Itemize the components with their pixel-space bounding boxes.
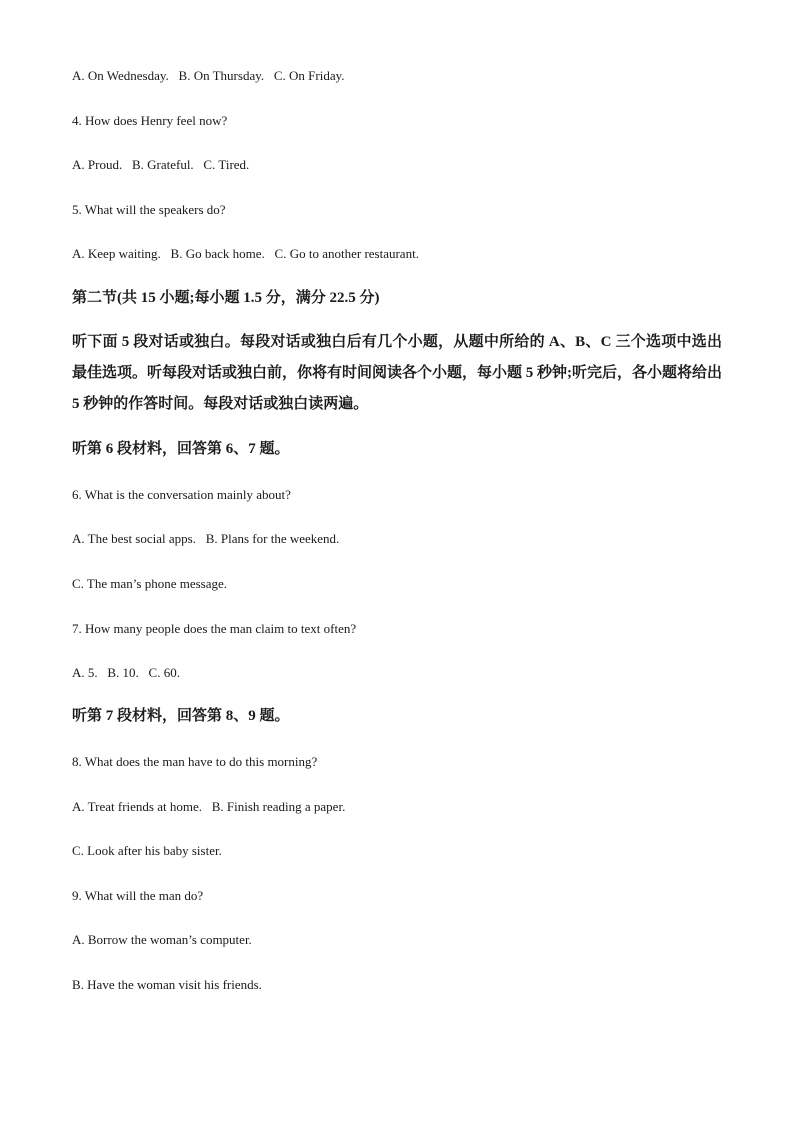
section-heading: 第二节(共 15 小题;每小题 1.5 分，满分 22.5 分) (72, 290, 380, 306)
q9-option-a: A. Borrow the woman’s computer. (72, 932, 252, 947)
q5-options: A. Keep waiting. B. Go back home. C. Go to another restaurant. (72, 246, 419, 261)
q4-options: A. Proud. B. Grateful. C. Tired. (72, 157, 250, 172)
q3-options: A. On Wednesday. B. On Thursday. C. On Friday. (72, 68, 345, 83)
q8-options-ab: A. Treat friends at home. B. Finish reading a paper. (72, 799, 346, 814)
q8-option-c: C. Look after his baby sister. (72, 843, 222, 858)
q9-question: 9. What will the man do? (72, 888, 204, 903)
q7-options: A. 5. B. 10. C. 60. (72, 665, 180, 680)
material-7-heading: 听第 7 段材料，回答第 8、9 题。 (72, 708, 290, 724)
material-6-heading: 听第 6 段材料，回答第 6、7 题。 (72, 441, 290, 457)
section-instructions: 听下面 5 段对话或独白。每段对话或独白后有几个小题，从题中所给的 A、B、C 三个选项中选出最佳选项。听每段对话或独白前，你将有时间阅读各个小题，每小题 5 秒钟;听完后，各小题将给出 5 秒钟的作答时间。每段对话或独白读两遍。 (72, 334, 722, 412)
q6-option-c: C. The man’s phone message. (72, 576, 228, 591)
q6-question: 6. What is the conversation mainly about? (72, 487, 291, 502)
q8-question: 8. What does the man have to do this morning? (72, 754, 318, 769)
q4-question: 4. How does Henry feel now? (72, 113, 228, 128)
q7-question: 7. How many people does the man claim to text often? (72, 621, 357, 636)
q6-options-ab: A. The best social apps. B. Plans for the weekend. (72, 531, 340, 546)
q9-option-b: B. Have the woman visit his friends. (72, 977, 262, 992)
q5-question: 5. What will the speakers do? (72, 202, 226, 217)
